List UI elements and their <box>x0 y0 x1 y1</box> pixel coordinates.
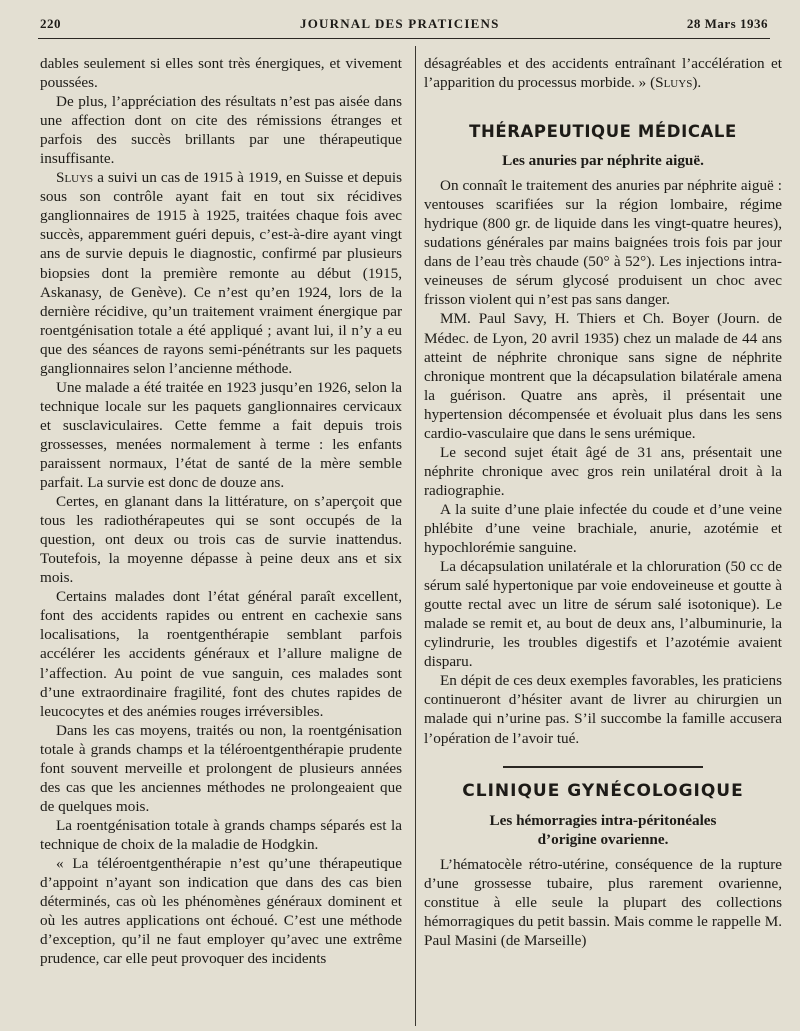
paragraph: MM. Paul Savy, H. Thiers et Ch. Boyer (Journ. de Médec. de Lyon, 20 avril 1935) chez un malade de 44 ans atteint de néphrite chronique sans signe de néphrite chronique montrent que la décapsulation bilatérale amena la guérison. Quatre ans après, il présentait une hypertension décompensée et évoluait plus dans les sens cardio-vasculaire que dans le sens urémique. <box>424 310 782 442</box>
paragraph: En dépit de ces deux exemples favorables, les praticiens continueront d’hésiter avant de livrer au chirurgien un malade qui n’urine pas. S’il succombe la famille accusera l’opération de l’avoir tué. <box>424 672 782 747</box>
header-rule <box>38 38 770 39</box>
paragraph: A la suite d’une plaie infectée du coude et d’une veine phlébite d’une veine brachiale, anurie, azotémie et hypochlorémie sanguine. <box>424 500 782 557</box>
paragraph: De plus, l’appréciation des résultats n’est pas aisée dans une affection dont on cite des rémissions étranges et parfois des succès brillants par une thérapeutique insuffisante. <box>40 93 402 168</box>
paragraph: « La téléroentgenthérapie n’est qu’une thérapeutique d’appoint n’ayant son indication que dans des cas bien déterminés, cas où les phénomènes généraux dominent et où les autres applications ont échoué. C’est une méthode d’exception, qu’il ne faut employer qu’avec une extrême prudence, car elle peut provoquer des incidents <box>40 854 402 968</box>
continuation-author: Sluys <box>655 74 693 92</box>
paragraph: La roentgénisation totale à grands champs séparés est la technique de choix de la maladie de Hodgkin. <box>40 816 402 853</box>
continuation-end: ). <box>692 74 702 92</box>
page-number: 220 <box>40 16 61 31</box>
paragraph: Certains malades dont l’état général paraît excellent, font des accidents rapides ou entrent en cachexie sans localisations, la roentgenthérapie semblant parfois accélérer les accidents généraux et l’allure maligne de l’affection. Au point de vue sanguin, ces malades sont d’une extraordinaire fragilité, font des chutes rapides de leucocytes et des anémies rouges irréversibles. <box>40 588 402 720</box>
paragraph: Le second sujet était âgé de 31 ans, présentait une néphrite chronique avec gros rein unilatéral droit à la radiographie. <box>424 443 782 499</box>
issue-date: 28 Mars 1936 <box>686 16 768 31</box>
paragraph-text: a suivi un cas de 1915 à 1919, en Suisse et depuis sous son contrôle ayant fait en tout six récidives ganglionnaires de 1915 à 1925, traitées chaque fois avec succès, apparemment guéri depuis, c’est-à-dire ayant vingt ans de survie depuis le diagnostic, confirmé par plusieurs biopsies dont la première remonte au début (1915, Askanasy, de Genève). Ce n’est qu’en 1924, lors de la dernière récidive, qu’un traitement vraiment énergique par roentgénisation totale a été appliqué ; avant lui, il n’y a eu que des séances de rayons semi-pénétrants sur les paquets ganglionnaires selon l’ancienne méthode. <box>40 169 402 377</box>
section-title-clinique: CLINIQUE GYNÉCOLOGIQUE <box>462 780 744 801</box>
paragraph: dables seulement si elles sont très énergiques, et vivement poussées. <box>40 55 402 92</box>
article-title-line: d’origine ovarienne. <box>537 830 669 848</box>
left-column <box>40 54 402 968</box>
article-title-anuries: Les anuries par néphrite aiguë. <box>502 152 704 170</box>
paragraph: Dans les cas moyens, traités ou non, la roentgénisation totale à grands champs et la téléroentgenthérapie prudente font souvent merveille et prolongent de plusieurs années des cas que les anciennes méthodes ne prolongeaient que de quelques mois. <box>40 721 402 815</box>
paragraph: Une malade a été traitée en 1923 jusqu’en 1926, selon la technique locale sur les paquets ganglionnaires cervicaux et susclaviculaires. Cette femme a fait depuis trois grossesses, menées normalement à terme : les enfants paraissent normaux, l’état de santé de la mère semble parfait. La survie est donc de douze ans. <box>40 378 402 492</box>
section-separator <box>503 766 703 768</box>
section-title-therapeutique: THÉRAPEUTIQUE MÉDICALE <box>469 122 737 142</box>
paragraph: La décapsulation unilatérale et la chloruration (50 cc de sérum salé hypertonique par voie endoveineuse et goutte à goutte rectal avec un litre de sérum salé isotonique). Le malade se remit et, au bout de deux ans, l’albuminurie, la cylindrurie, les troubles digestifs et l’azotémie avaient disparu. <box>424 558 782 671</box>
author-name: Sluys <box>56 169 94 187</box>
column-divider <box>415 46 416 1026</box>
article-title-hemorragies <box>424 811 782 849</box>
right-column <box>424 54 782 950</box>
journal-title: JOURNAL DES PRATICIENS <box>300 16 500 31</box>
article-title-line: Les hémorragies intra-péritonéales <box>489 811 717 829</box>
paragraph: L’hématocèle rétro-utérine, conséquence de la rupture d’une grossesse tubaire, plus rarement ovarienne, constitue à elle seule la plupart des collections hémorragiques du petit bassin. Mais comme le rappelle M. Paul Masini (de Marseille) <box>424 855 782 949</box>
paragraph: On connaît le traitement des anuries par néphrite aiguë : ventouses scarifiées sur la région lombaire, régime hydrique (800 gr. de liquide dans les vingt-quatre heures), sudations générales par mains baignées trois fois par jour dans de l’eau très chaude (50° à 52°). Les injections intra-veineuses de sérum glycosé produisent un choc avec frisson violent qui n’est pas sans danger. <box>424 177 782 309</box>
paragraph <box>40 168 402 378</box>
continuation-text: désagréables et des accidents entraînant l’accélération et l’apparition du processus morbide. » ( <box>424 55 782 92</box>
continuation-paragraph <box>424 54 782 92</box>
paragraph: Certes, en glanant dans la littérature, on s’aperçoit que tous les radiothérapeutes qui se sont occupés de la question, ont deux ou trois cas de survie inattendus. Toutefois, la moyenne dépasse à peine deux ans et six mois. <box>40 493 402 587</box>
